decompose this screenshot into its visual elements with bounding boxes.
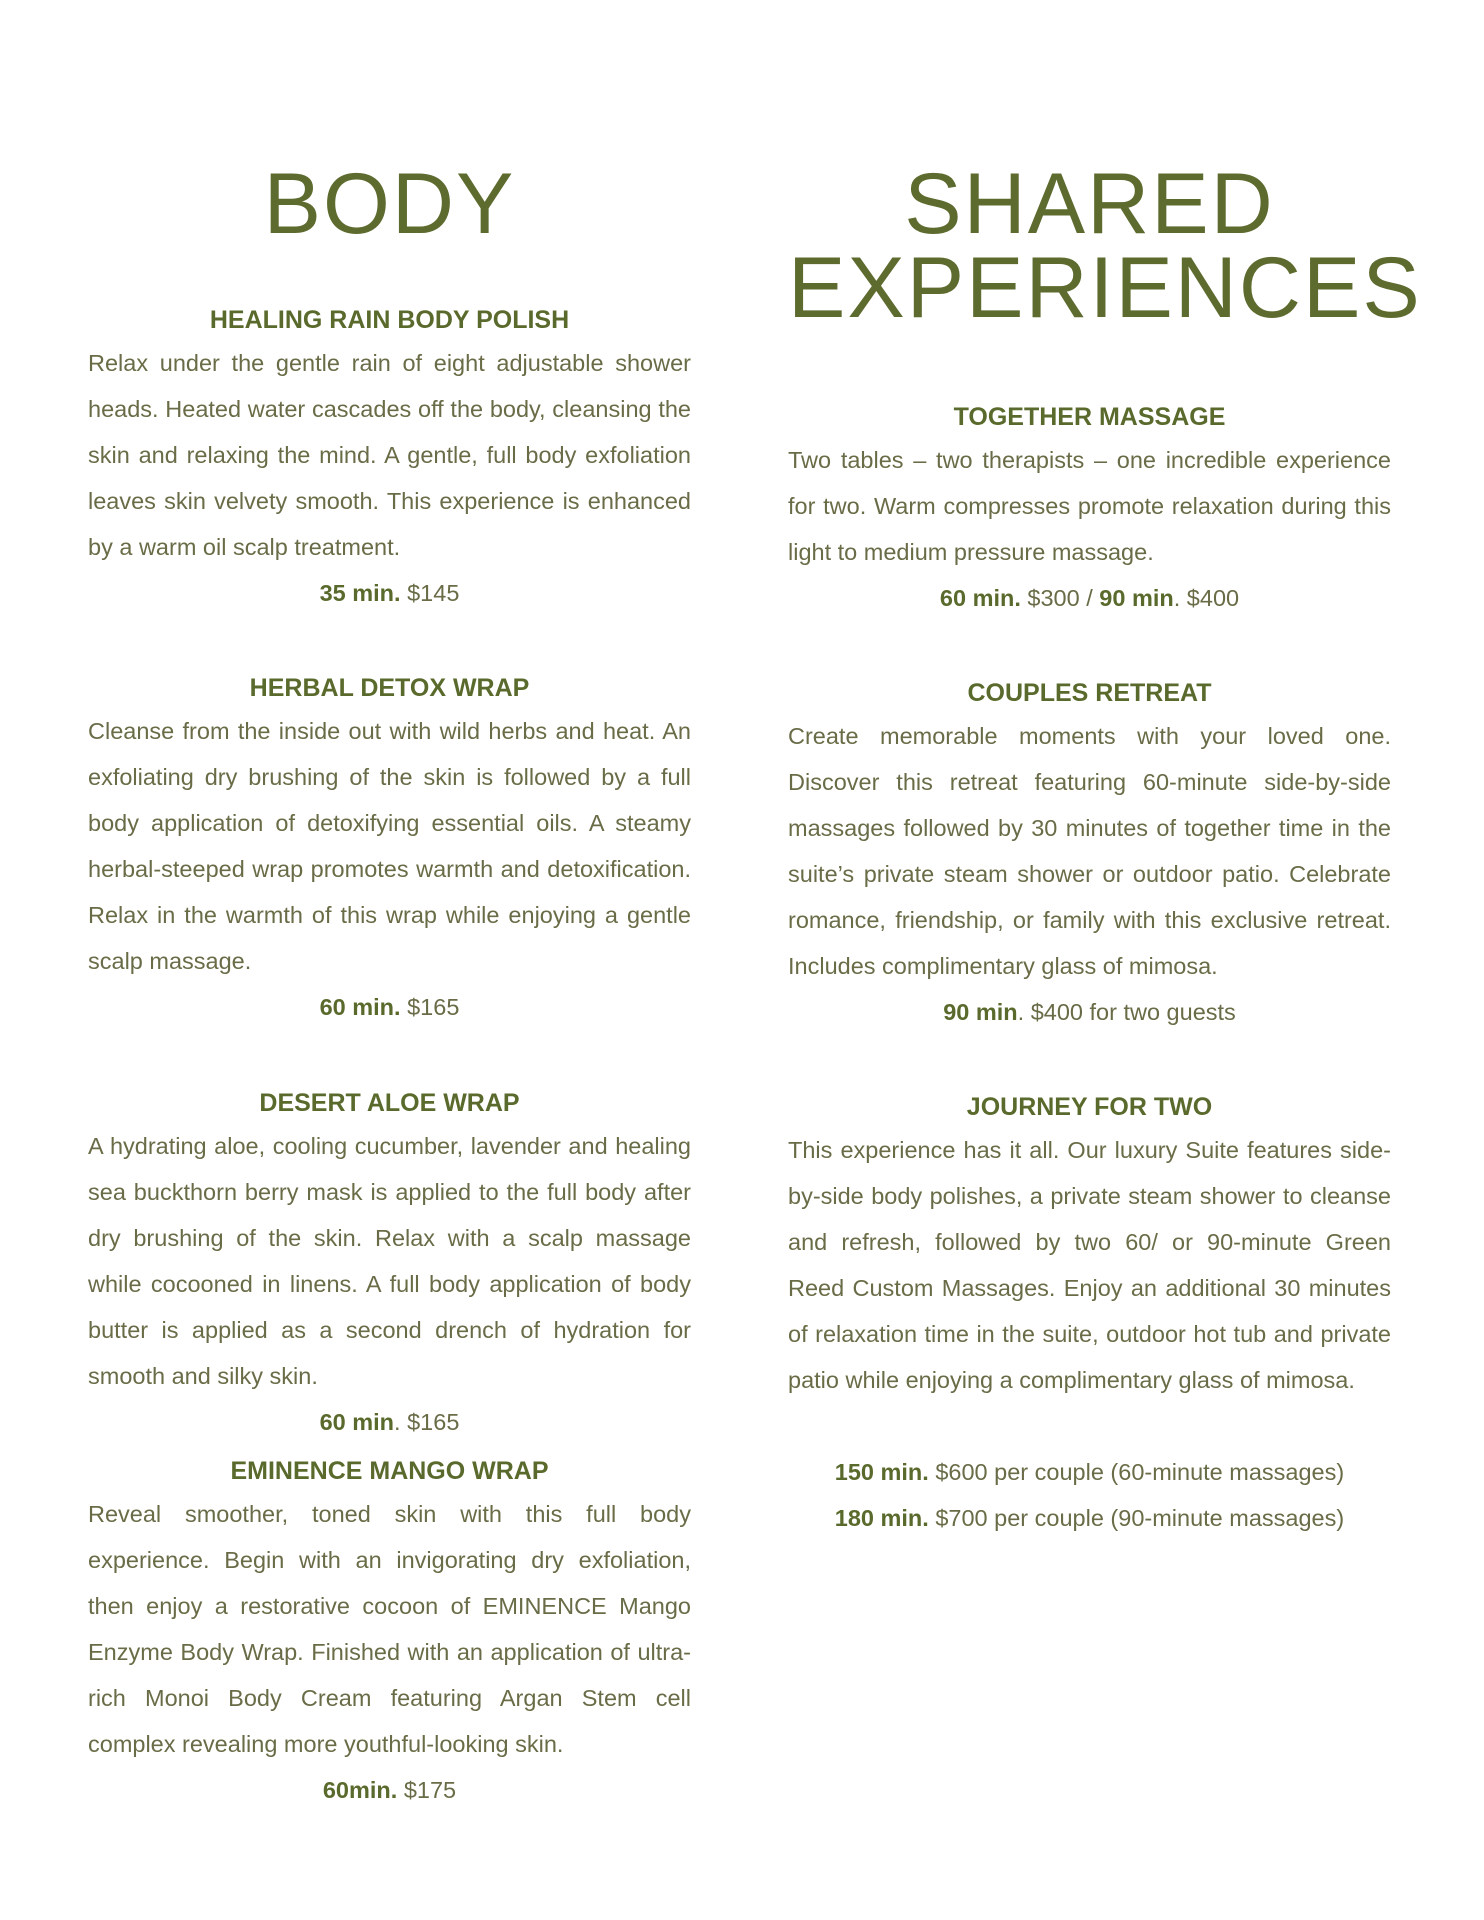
service-together-massage — [788, 397, 1391, 621]
service-price-value: . $400 for two guests — [1017, 999, 1236, 1025]
service-price-value: $165 — [400, 994, 460, 1020]
service-price-value: . $165 — [394, 1409, 460, 1435]
service-duration: 60min. — [322, 1777, 398, 1803]
service-price — [788, 1495, 1391, 1541]
service-description: Cleanse from the inside out with wild herbs and heat. An exfoliating dry brushing of the skin is followed by a full body application of detoxifying essential oils. A steamy herbal-steeped wrap promotes warmth and detoxification. Relax in the warmth of this wrap while enjoying a gentle scalp massage. — [88, 718, 691, 974]
service-herbal-detox-wrap — [88, 668, 691, 1030]
service-desert-aloe-wrap — [88, 1083, 691, 1445]
service-price — [88, 570, 691, 616]
service-price — [788, 989, 1391, 1035]
service-price-value: $700 per couple (90-minute massages) — [928, 1505, 1345, 1531]
service-description: Two tables – two therapists – one incredible experience for two. Warm compresses promote relaxation during this light to medium pressure massage. — [788, 447, 1391, 565]
service-duration: 180 min. — [834, 1505, 929, 1531]
service-price — [88, 1767, 691, 1813]
service-description: Reveal smoother, toned skin with this full body experience. Begin with an invigorating dry exfoliation, then enjoy a restorative cocoon of EMINENCE Mango Enzyme Body Wrap. Finished with an application of ultra-rich Monoi Body Cream featuring Argan Stem cell complex revealing more youthful-looking skin. — [88, 1501, 691, 1757]
service-description: Relax under the gentle rain of eight adjustable shower heads. Heated water cascades off the body, cleansing the skin and relaxing the mind. A gentle, full body exfoliation leaves skin velvety smooth. This experience is enhanced by a warm oil scalp treatment. — [88, 350, 691, 560]
service-name: JOURNEY FOR TWO — [966, 1093, 1213, 1121]
service-price — [788, 1449, 1391, 1495]
service-name: COUPLES RETREAT — [967, 679, 1212, 707]
service-price-value: $300 / — [1020, 585, 1100, 611]
service-price — [788, 575, 1391, 621]
service-eminence-mango-wrap — [88, 1451, 691, 1813]
service-name: EMINENCE MANGO WRAP — [230, 1457, 549, 1485]
service-duration: 35 min. — [319, 580, 401, 606]
service-description: Create memorable moments with your loved one. Discover this retreat featuring 60-minute side-by-side massages followed by 30 minutes of together time in the suite’s private steam shower or outdoor patio. Celebrate romance, friendship, or family with this exclusive retreat. Includes complimentary glass of mimosa. — [788, 723, 1391, 979]
service-description: A hydrating aloe, cooling cucumber, lavender and healing sea buckthorn berry mask is applied to the full body after dry brushing of the skin. Relax with a scalp massage while cocooned in linens. A full body application of body butter is applied as a second drench of hydration for smooth and silky skin. — [88, 1133, 691, 1389]
service-duration: 90 min — [943, 999, 1018, 1025]
service-price-value: $175 — [397, 1777, 457, 1803]
service-description: This experience has it all. Our luxury Suite features side-by-side body polishes, a private steam shower to cleanse and refresh, followed by two 60/ or 90-minute Green Reed Custom Massages. Enjoy an additional 30 minutes of relaxation time in the suite, outdoor hot tub and private patio while enjoying a complimentary glass of mimosa. — [788, 1137, 1391, 1393]
service-duration: 60 min. — [319, 994, 401, 1020]
service-price — [88, 1399, 691, 1445]
service-price-value: $600 per couple (60-minute massages) — [928, 1459, 1345, 1485]
service-name: TOGETHER MASSAGE — [953, 403, 1226, 431]
service-price-value: $145 — [400, 580, 460, 606]
service-couples-retreat — [788, 673, 1391, 1035]
service-name: DESERT ALOE WRAP — [259, 1089, 520, 1117]
service-duration: 60 min. — [939, 585, 1021, 611]
service-duration-alt: 90 min — [1099, 585, 1174, 611]
service-price — [88, 984, 691, 1030]
service-price-value-alt: . $400 — [1173, 585, 1240, 611]
service-duration: 150 min. — [834, 1459, 929, 1485]
shared-section-title: SHARED EXPERIENCES — [788, 156, 1422, 336]
service-journey-for-two — [788, 1087, 1391, 1541]
service-name: HEALING RAIN BODY POLISH — [209, 306, 570, 334]
service-duration: 60 min — [319, 1409, 395, 1435]
body-section-title: BODY — [263, 156, 516, 252]
service-name: HERBAL DETOX WRAP — [249, 674, 530, 702]
service-healing-rain-body-polish — [88, 300, 691, 616]
